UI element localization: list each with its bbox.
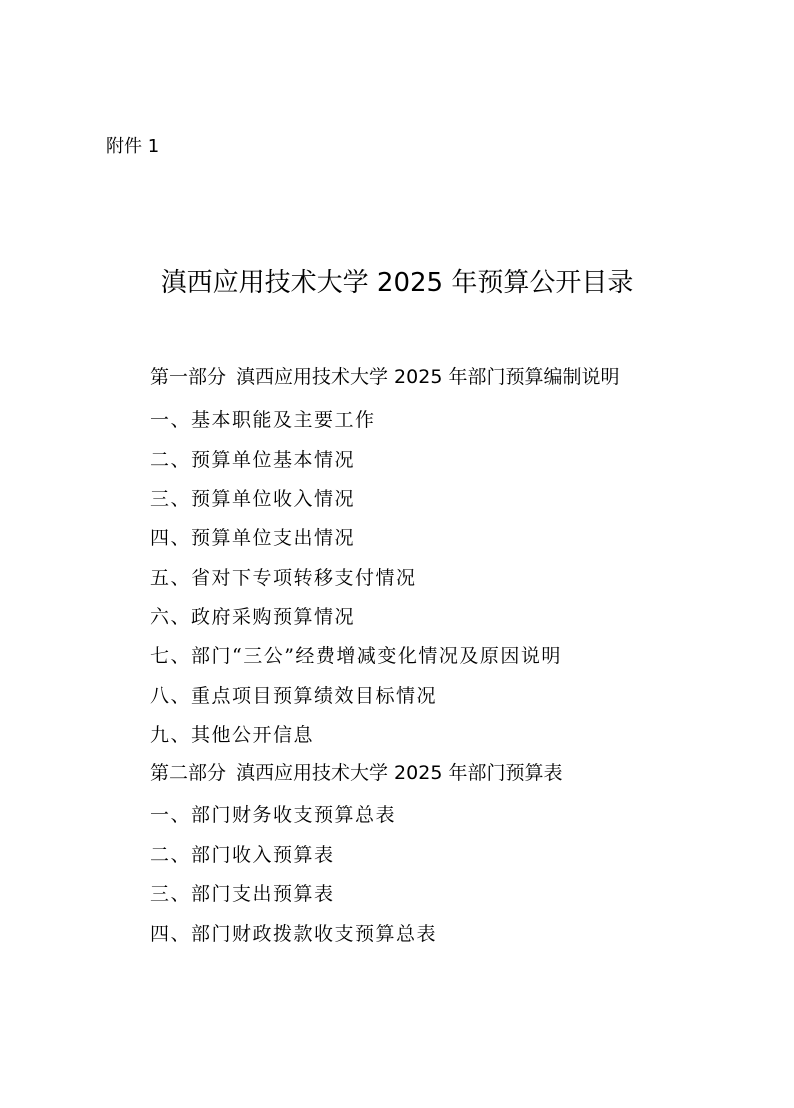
part2-label: 第二部分: [150, 762, 227, 784]
toc-item-part1-7: 七、部门“三公”经费增减变化情况及原因说明: [150, 645, 562, 667]
toc-item-part1-2: 二、预算单位基本情况: [150, 449, 356, 471]
toc-item-part1-6: 六、政府采购预算情况: [150, 606, 356, 628]
part1-label: 第一部分: [150, 366, 227, 388]
toc-item-part2-4: 四、部门财政拨款收支预算总表: [150, 923, 438, 945]
toc-item-part2-3: 三、部门支出预算表: [150, 883, 335, 905]
attachment-label: 附件 1: [106, 136, 160, 157]
part2-heading-text: 滇西应用技术大学 2025 年部门预算表: [236, 762, 563, 784]
toc-item-part1-5: 五、省对下专项转移支付情况: [150, 567, 417, 589]
toc-item-part1-8: 八、重点项目预算绩效目标情况: [150, 685, 438, 707]
document-title: 滇西应用技术大学 2025 年预算公开目录: [160, 268, 634, 298]
part1-heading: [150, 363, 619, 391]
toc-item-part2-1: 一、部门财务收支预算总表: [150, 804, 397, 826]
part2-heading: [150, 759, 562, 787]
toc-item-part1-9: 九、其他公开信息: [150, 724, 315, 746]
toc-item-part2-2: 二、部门收入预算表: [150, 844, 335, 866]
toc-item-part1-4: 四、预算单位支出情况: [150, 527, 356, 549]
toc-item-part1-1: 一、基本职能及主要工作: [150, 409, 376, 431]
part1-heading-text: 滇西应用技术大学 2025 年部门预算编制说明: [236, 366, 620, 388]
toc-item-part1-3: 三、预算单位收入情况: [150, 488, 356, 510]
